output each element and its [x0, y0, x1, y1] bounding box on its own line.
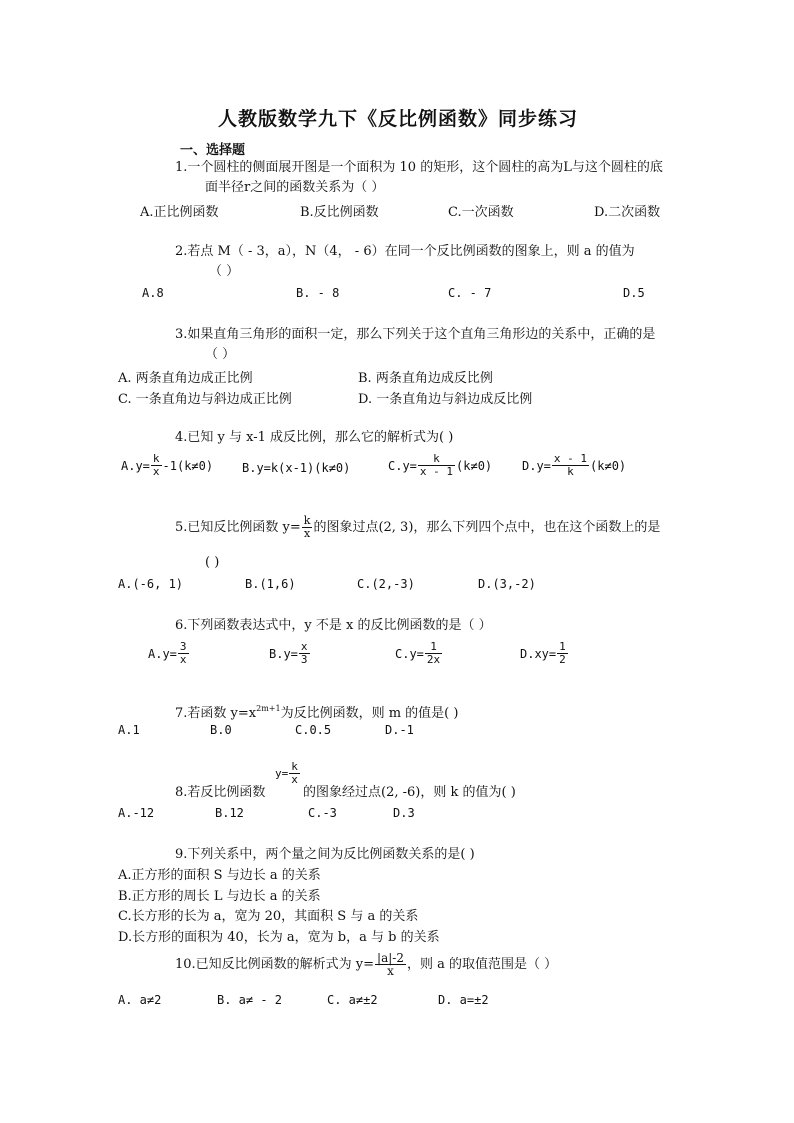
question-8-line-1: 8.若反比例函数 [175, 785, 266, 800]
q9-option-b: B.正方形的周长 L 与边长 a 的关系 [118, 889, 321, 904]
q4-a-fraction: $\frac{k}{x}$ [152, 452, 160, 478]
q8-option-c: C.-3 [308, 806, 337, 820]
q7-option-d: D.-1 [385, 723, 414, 737]
q10-option-a: A. a≠2 [118, 993, 162, 1007]
q7-option-c: C.0.5 [295, 723, 332, 737]
q6-b-fraction: $\frac{x}{3}$ [300, 640, 308, 666]
question-2-line-2: （ ） [209, 264, 240, 279]
q10-option-d: D. a=±2 [438, 993, 489, 1007]
q6-option-a: A.y= $\frac{3}{x}$ [148, 640, 187, 666]
q6-c-fraction: $\frac{1}{2x}$ [426, 640, 441, 666]
question-9-line-1: 9.下列关系中，两个量之间为反比例函数关系的是( ) [175, 847, 475, 862]
q1-option-c: C.一次函数 [448, 205, 514, 220]
section-heading: 一、选择题 [180, 143, 246, 158]
question-5-line-2: ( ) [205, 555, 220, 570]
q3-option-d: D. 一条直角边与斜边成反比例 [358, 392, 533, 407]
q6-a-fraction: $\frac{3}{x}$ [179, 640, 187, 666]
question-1-line-1: 1.一个圆柱的侧面展开图是一个面积为 10 的矩形，这个圆柱的高为L与这个圆柱的底 [175, 160, 663, 175]
page-title: 人教版数学九下《反比例函数》同步练习 [218, 108, 579, 130]
q6-option-c: C.y= $\frac{1}{2x}$ [395, 640, 441, 666]
q3-option-a: A. 两条直角边成正比例 [118, 371, 253, 386]
q2-option-a: A.8 [142, 286, 164, 300]
question-3-line-1: 3.如果直角三角形的面积一定，那么下列关于这个直角三角形边的关系中，正确的是 [175, 327, 656, 342]
q8-formula: y= $\frac{k}{x}$ [275, 760, 298, 786]
q9-option-d: D.长方形的面积为 40，长为 a，宽为 b，a 与 b 的关系 [118, 930, 440, 945]
q7-option-b: B.0 [210, 723, 232, 737]
q5-fraction: $\frac{k}{x}$ [303, 514, 311, 540]
q4-option-a: A.y= $\frac{k}{x}$ -1(k≠0) [121, 452, 214, 478]
question-2-line-1: 2.若点 M（ - 3，a），N（4， - 6）在同一个反比例函数的图象上，则 a 的值为 [175, 244, 635, 259]
q9-option-a: A.正方形的面积 S 与边长 a 的关系 [118, 868, 321, 883]
q1-option-d: D.二次函数 [594, 205, 661, 220]
q3-option-b: B. 两条直角边成反比例 [358, 371, 493, 386]
q7-option-a: A.1 [118, 723, 140, 737]
q4-d-fraction: $\frac{x - 1}{k}$ [553, 452, 588, 478]
q4-option-c: C.y= $\frac{k}{x - 1}$ (k≠0) [388, 452, 493, 478]
q2-option-c: C. - 7 [448, 286, 492, 300]
q2-option-d: D.5 [623, 286, 645, 300]
q6-d-fraction: $\frac{1}{2}$ [559, 640, 566, 666]
q10-option-b: B. a≠ - 2 [217, 993, 283, 1007]
question-3-line-2: （ ） [205, 347, 236, 362]
question-4-line-1: 4.已知 y 与 x-1 成反比例，那么它的解析式为( ) [175, 430, 454, 445]
q2-option-b: B. - 8 [296, 286, 340, 300]
q5-option-a: A.(-6, 1) [118, 577, 184, 591]
q10-option-c: C. a≠±2 [327, 993, 378, 1007]
question-7-line-1: 7.若函数 $y=x^{2m+1}$为反比例函数，则 m 的值是( ) [175, 704, 459, 721]
q10-fraction: $\frac{|a|-2}{x}$ [377, 951, 404, 978]
q8-fraction: $\frac{k}{x}$ [291, 760, 298, 786]
q6-option-b: B.y= $\frac{x}{3}$ [269, 640, 308, 666]
q5-option-d: D.(3,-2) [478, 577, 536, 591]
question-8-line-1-end: 的图象经过点(2, -6)，则 k 的值为( ) [303, 785, 516, 800]
question-1-line-2: 面半径r之间的函数关系为（ ） [205, 180, 385, 195]
question-5-line-1: 5.已知反比例函数 y= $\frac{k}{x}$ 的图象过点(2, 3)，那么下列四个点中，也在这个函数上的是 [175, 514, 661, 540]
question-10-line-1: 10.已知反比例函数的解析式为 y= $\frac{|a|-2}{x}$ ，则 a 的取值范围是（ ） [175, 951, 558, 978]
q6-option-d: D.xy= $\frac{1}{2}$ [520, 640, 566, 666]
q4-option-d: D.y= $\frac{x - 1}{k}$ (k≠0) [522, 452, 627, 478]
q4-option-b: B.y=k(x-1)(k≠0) [242, 461, 351, 475]
q9-option-c: C.长方形的长为 a，宽为 20，其面积 S 与 a 的关系 [118, 909, 419, 924]
q3-option-c: C. 一条直角边与斜边成正比例 [118, 392, 292, 407]
q5-option-c: C.(2,-3) [357, 577, 415, 591]
q4-c-fraction: $\frac{k}{x - 1}$ [419, 452, 454, 478]
question-6-line-1: 6.下列函数表达式中，y 不是 x 的反比例函数的是（ ） [175, 618, 492, 633]
q1-option-b: B.反比例函数 [300, 205, 379, 220]
q8-option-d: D.3 [393, 806, 415, 820]
q8-option-a: A.-12 [118, 806, 155, 820]
q8-option-b: B.12 [215, 806, 244, 820]
q1-option-a: A.正比例函数 [140, 205, 219, 220]
q7-exponent: 2m+1 [256, 704, 281, 713]
q5-option-b: B.(1,6) [245, 577, 296, 591]
